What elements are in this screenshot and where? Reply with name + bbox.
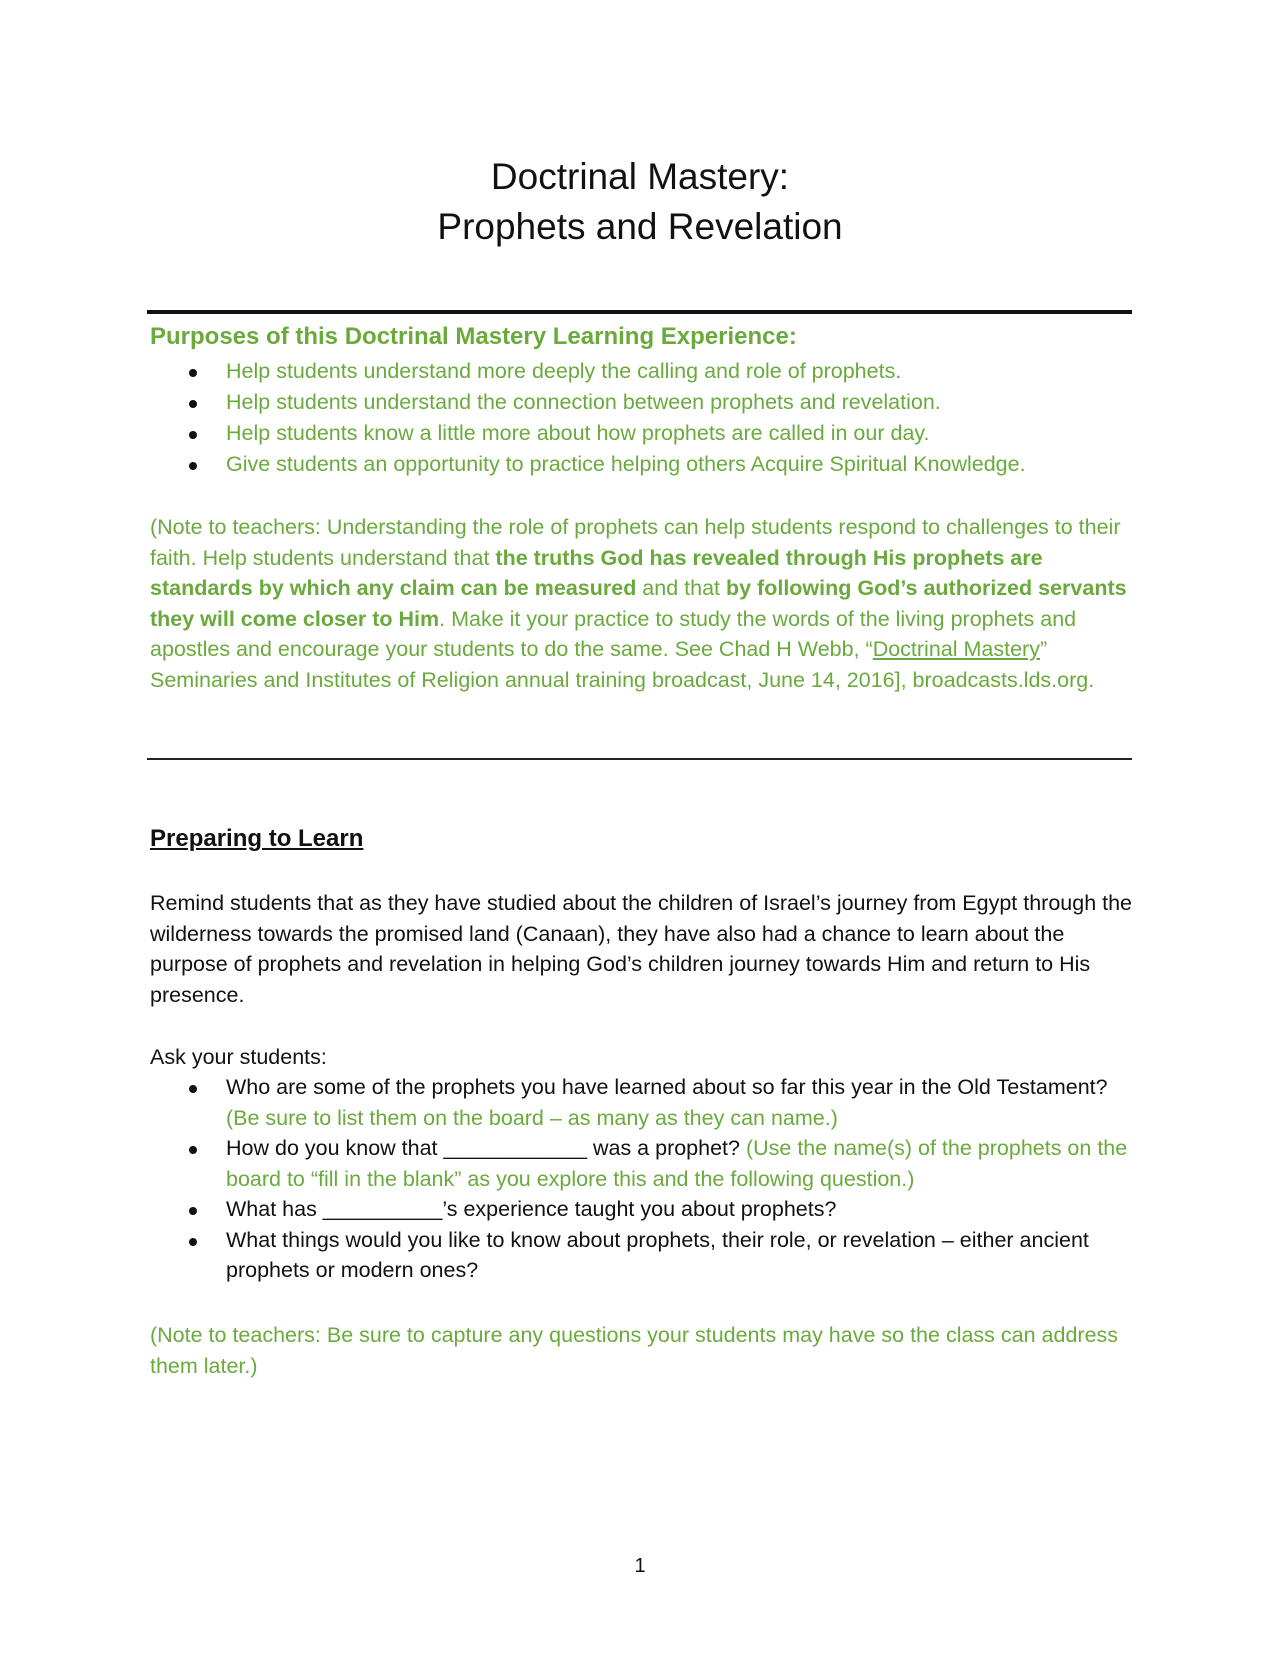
teacher-note-roles <box>150 512 1140 695</box>
page-number: 1 <box>634 1555 646 1577</box>
bullet-icon <box>189 400 197 408</box>
title-line-2: Prophets and Revelation <box>437 206 843 247</box>
section-divider <box>147 758 1132 760</box>
purposes-heading: Purposes of this Doctrinal Mastery Learning Experience: <box>150 323 797 350</box>
bullet-icon <box>189 1207 197 1215</box>
note-emphasis: by following God’s authorized servants they will come closer to Him <box>150 576 1127 631</box>
question-note: (Use the name(s) of the prophets on the board to “fill in the blank” as you explore this and the following question.) <box>226 1136 1128 1191</box>
doctrinal-mastery-link[interactable]: Doctrinal Mastery <box>872 637 1040 661</box>
bullet-icon <box>189 1085 197 1093</box>
question-text: How do you know that ____________ was a prophet? <box>226 1136 746 1160</box>
top-divider <box>147 310 1132 314</box>
preparing-heading: Preparing to Learn <box>150 825 364 852</box>
remind-paragraph: Remind students that as they have studied about the children of Israel’s journey from Egypt through the wilderness towards the promised land (Canaan), they have also had a chance to learn about the purpose of prophets and revelation in helping God’s children journey towards Him and return to His presence. <box>150 891 1133 1007</box>
list-item <box>150 418 1140 449</box>
note-text: ” Seminaries and Institutes of Religion annual training broadcast, June 14, 2016], broadcasts.lds.org. <box>150 637 1095 692</box>
questions-list <box>150 1072 1140 1286</box>
list-item <box>150 1194 1140 1225</box>
purpose-text: Give students an opportunity to practice helping others Acquire Spiritual Knowledge. <box>226 452 1026 476</box>
bullet-icon <box>189 462 197 470</box>
note-text: and that <box>636 576 726 600</box>
list-item <box>150 387 1140 418</box>
bullet-icon <box>189 431 197 439</box>
ask-intro: Ask your students: <box>150 1045 327 1069</box>
document-title <box>0 152 1280 252</box>
purpose-text: Help students understand more deeply the calling and role of prophets. <box>226 359 902 383</box>
list-item <box>150 1133 1140 1194</box>
note-emphasis: the truths God has revealed through His prophets are standards by which any claim can be measured <box>150 545 1043 600</box>
title-line-1: Doctrinal Mastery: <box>490 156 790 197</box>
question-text: What has __________’s experience taught you about prophets? <box>226 1197 837 1221</box>
list-item <box>150 356 1140 387</box>
bullet-icon <box>189 1146 197 1154</box>
question-text: Who are some of the prophets you have learned about so far this year in the Old Testament? <box>226 1075 1108 1099</box>
note-text: (Note to teachers: Understanding the role of prophets can help students respond to challenges to their faith. Help students understand that <box>150 515 1121 570</box>
teacher-note-questions: (Note to teachers: Be sure to capture any questions your students may have so the class can address them later.) <box>150 1323 1119 1378</box>
list-item <box>150 1225 1140 1286</box>
question-text: What things would you like to know about prophets, their role, or revelation – either ancient prophets or modern ones? <box>226 1227 1089 1282</box>
bullet-icon <box>189 369 197 377</box>
purpose-text: Help students understand the connection between prophets and revelation. <box>226 390 941 414</box>
question-note: (Be sure to list them on the board – as many as they can name.) <box>226 1105 838 1130</box>
list-item <box>150 1072 1140 1133</box>
purpose-text: Help students know a little more about how prophets are called in our day. <box>226 421 930 445</box>
note-text: . Make it your practice to study the words of the living prophets and apostles and encourage your students to do the same. See Chad H Webb, “ <box>150 606 1077 661</box>
bullet-icon <box>189 1238 197 1246</box>
purposes-list <box>150 356 1140 480</box>
list-item <box>150 449 1140 480</box>
